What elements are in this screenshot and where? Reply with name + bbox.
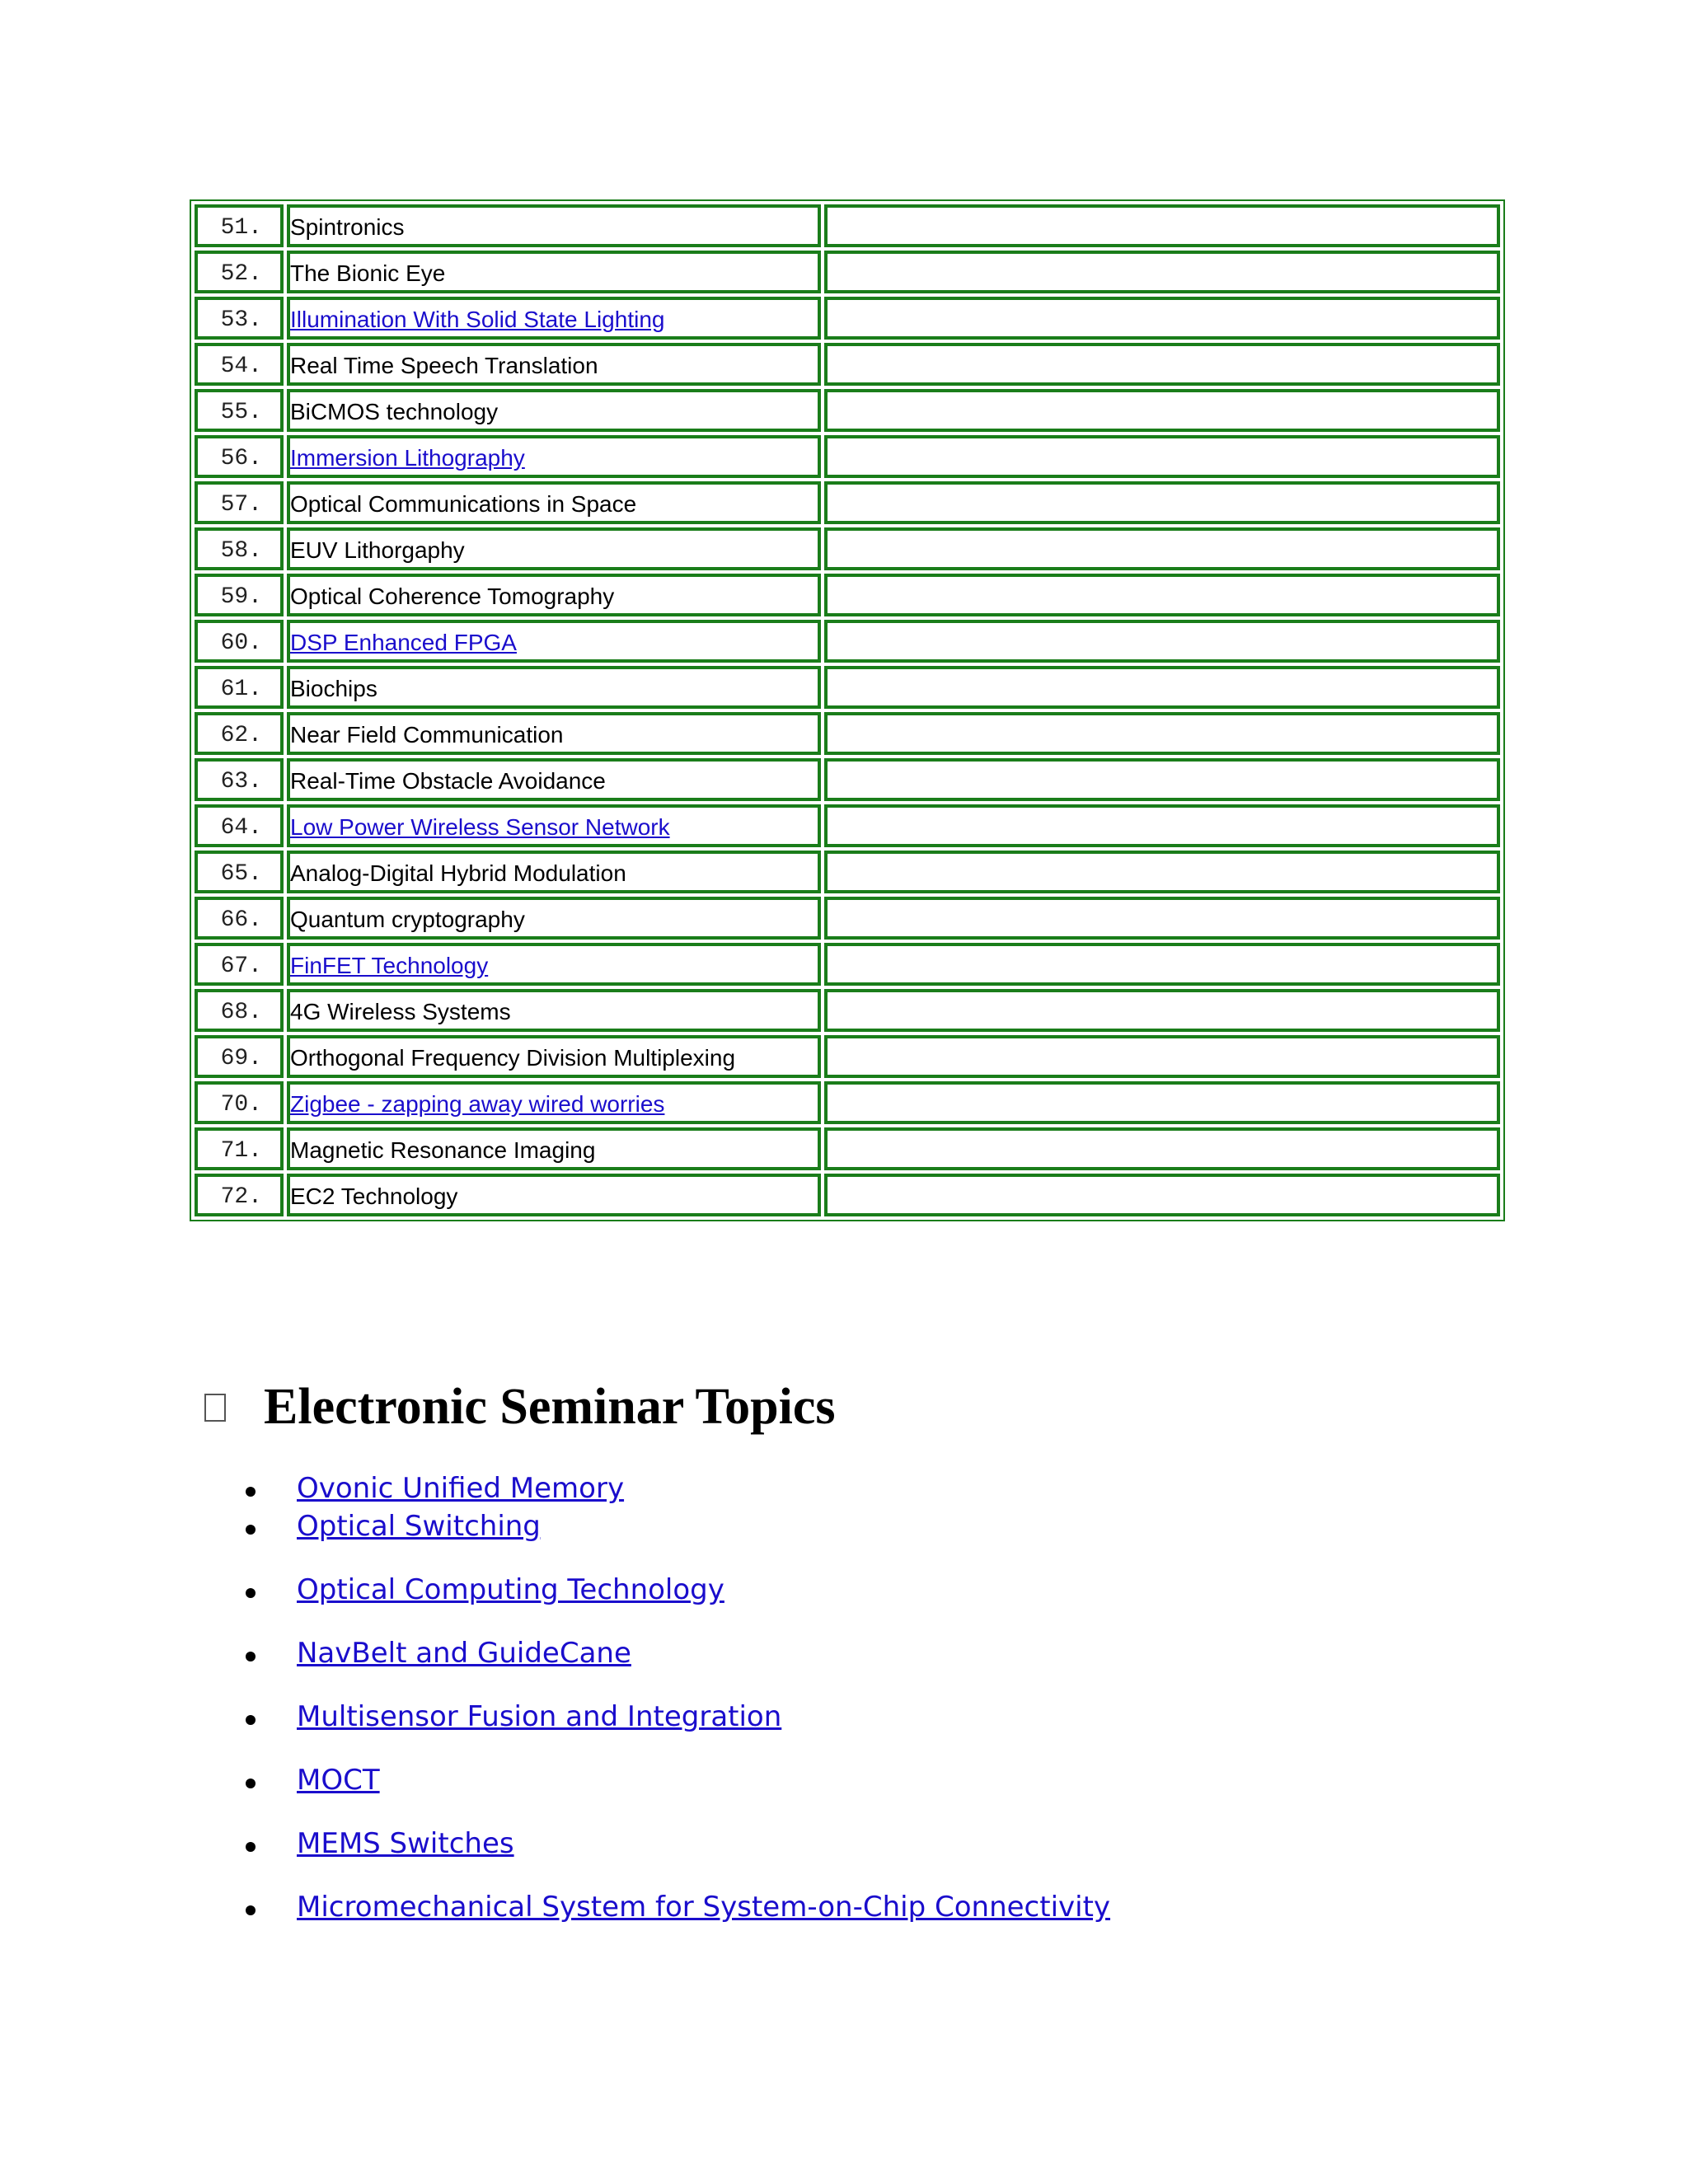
topic-text: EC2 Technology: [290, 1183, 458, 1209]
row-number: 63.: [195, 758, 284, 801]
table-row: [195, 804, 1500, 847]
row-number: 66.: [195, 897, 284, 940]
table-row: [195, 251, 1500, 293]
topic-cell: [287, 897, 821, 940]
row-number: 57.: [195, 481, 284, 524]
topic-text: Quantum cryptography: [290, 907, 525, 932]
row-number: 55.: [195, 389, 284, 432]
row-number: 70.: [195, 1081, 284, 1124]
row-number: 61.: [195, 666, 284, 709]
topic-link[interactable]: FinFET Technology: [290, 953, 489, 978]
list-item: [247, 1510, 541, 1543]
row-number: 67.: [195, 943, 284, 986]
topic-cell: [287, 758, 821, 801]
topic-cell: [287, 251, 821, 293]
topic-cell: [287, 1127, 821, 1170]
table-row: [195, 666, 1500, 709]
topic-text: Optical Communications in Space: [290, 491, 637, 517]
empty-cell: [824, 666, 1500, 709]
row-number: 59.: [195, 574, 284, 616]
topic-text: Analog-Digital Hybrid Modulation: [290, 860, 626, 886]
row-number: 56.: [195, 435, 284, 478]
topic-cell: [287, 1081, 821, 1124]
topic-text: Spintronics: [290, 214, 405, 240]
seminar-topic-link[interactable]: Micromechanical System for System-on-Chip Connectivity: [297, 1891, 1111, 1924]
seminar-topic-link[interactable]: Optical Computing Technology: [297, 1573, 724, 1606]
topic-text: Real Time Speech Translation: [290, 353, 598, 378]
topic-text: 4G Wireless Systems: [290, 999, 511, 1024]
row-number: 69.: [195, 1035, 284, 1078]
seminar-topic-link[interactable]: MOCT: [297, 1764, 380, 1797]
topic-cell: [287, 297, 821, 340]
list-item: [247, 1827, 514, 1860]
table-row: [195, 204, 1500, 247]
topic-link[interactable]: Illumination With Solid State Lighting: [290, 307, 665, 332]
topic-cell: [287, 989, 821, 1032]
topic-cell: [287, 943, 821, 986]
topic-cell: [287, 1035, 821, 1078]
row-number: 62.: [195, 712, 284, 755]
topic-link[interactable]: DSP Enhanced FPGA: [290, 630, 517, 655]
empty-cell: [824, 712, 1500, 755]
topic-cell: [287, 204, 821, 247]
table-row: [195, 1174, 1500, 1216]
empty-cell: [824, 204, 1500, 247]
topic-cell: [287, 804, 821, 847]
list-item: [247, 1891, 1110, 1924]
row-number: 60.: [195, 620, 284, 663]
section-heading: [204, 1378, 836, 1436]
empty-cell: [824, 527, 1500, 570]
topic-cell: [287, 851, 821, 893]
list-item: [247, 1764, 380, 1797]
table-row: [195, 1081, 1500, 1124]
table-row: [195, 574, 1500, 616]
topic-text: The Bionic Eye: [290, 260, 446, 286]
list-item: [247, 1573, 724, 1606]
empty-cell: [824, 989, 1500, 1032]
topic-link[interactable]: Low Power Wireless Sensor Network: [290, 814, 670, 840]
seminar-topic-link[interactable]: Optical Switching: [297, 1510, 541, 1543]
empty-cell: [824, 481, 1500, 524]
topic-text: EUV Lithorgaphy: [290, 537, 465, 563]
topic-link[interactable]: Zigbee - zapping away wired worries: [290, 1091, 665, 1117]
empty-cell: [824, 574, 1500, 616]
empty-cell: [824, 851, 1500, 893]
topic-text: Magnetic Resonance Imaging: [290, 1137, 596, 1163]
topic-cell: [287, 435, 821, 478]
table-row: [195, 297, 1500, 340]
empty-cell: [824, 897, 1500, 940]
empty-cell: [824, 1127, 1500, 1170]
topics-table-body: [195, 204, 1500, 1216]
topic-cell: [287, 343, 821, 386]
row-number: 71.: [195, 1127, 284, 1170]
empty-cell: [824, 297, 1500, 340]
table-row: [195, 481, 1500, 524]
empty-cell: [824, 1174, 1500, 1216]
row-number: 58.: [195, 527, 284, 570]
row-number: 64.: [195, 804, 284, 847]
row-number: 54.: [195, 343, 284, 386]
topic-cell: [287, 527, 821, 570]
table-row: [195, 943, 1500, 986]
seminar-topic-link[interactable]: Multisensor Fusion and Integration: [297, 1700, 782, 1733]
list-item: [247, 1637, 631, 1670]
table-row: [195, 712, 1500, 755]
topic-text: BiCMOS technology: [290, 399, 499, 424]
table-row: [195, 343, 1500, 386]
topic-link[interactable]: Immersion Lithography: [290, 445, 525, 471]
topic-text: Near Field Communication: [290, 722, 564, 748]
topic-cell: [287, 1174, 821, 1216]
topic-cell: [287, 620, 821, 663]
box-icon: [204, 1394, 226, 1422]
table-row: [195, 527, 1500, 570]
table-row: [195, 1035, 1500, 1078]
list-item: [247, 1472, 624, 1505]
seminar-topic-link[interactable]: MEMS Switches: [297, 1827, 514, 1860]
empty-cell: [824, 620, 1500, 663]
topic-cell: [287, 666, 821, 709]
empty-cell: [824, 1035, 1500, 1078]
empty-cell: [824, 1081, 1500, 1124]
topic-cell: [287, 712, 821, 755]
table-row: [195, 851, 1500, 893]
row-number: 65.: [195, 851, 284, 893]
row-number: 72.: [195, 1174, 284, 1216]
seminar-topic-link[interactable]: Ovonic Unified Memory: [297, 1472, 625, 1505]
table-row: [195, 989, 1500, 1032]
row-number: 52.: [195, 251, 284, 293]
table-row: [195, 897, 1500, 940]
table-row: [195, 389, 1500, 432]
topic-cell: [287, 389, 821, 432]
topic-cell: [287, 574, 821, 616]
list-item: [247, 1700, 781, 1733]
row-number: 51.: [195, 204, 284, 247]
row-number: 53.: [195, 297, 284, 340]
seminar-topic-link[interactable]: NavBelt and GuideCane: [297, 1637, 631, 1670]
topic-text: Optical Coherence Tomography: [290, 583, 615, 609]
empty-cell: [824, 804, 1500, 847]
topics-table: [190, 199, 1505, 1221]
section-heading-text: Electronic Seminar Topics: [264, 1379, 836, 1435]
empty-cell: [824, 943, 1500, 986]
empty-cell: [824, 758, 1500, 801]
table-row: [195, 620, 1500, 663]
empty-cell: [824, 343, 1500, 386]
table-row: [195, 435, 1500, 478]
table-row: [195, 758, 1500, 801]
topic-text: Orthogonal Frequency Division Multiplexing: [290, 1045, 736, 1071]
topic-text: Biochips: [290, 676, 377, 701]
topic-text: Real-Time Obstacle Avoidance: [290, 768, 606, 794]
empty-cell: [824, 389, 1500, 432]
empty-cell: [824, 435, 1500, 478]
table-row: [195, 1127, 1500, 1170]
topic-cell: [287, 481, 821, 524]
empty-cell: [824, 251, 1500, 293]
row-number: 68.: [195, 989, 284, 1032]
